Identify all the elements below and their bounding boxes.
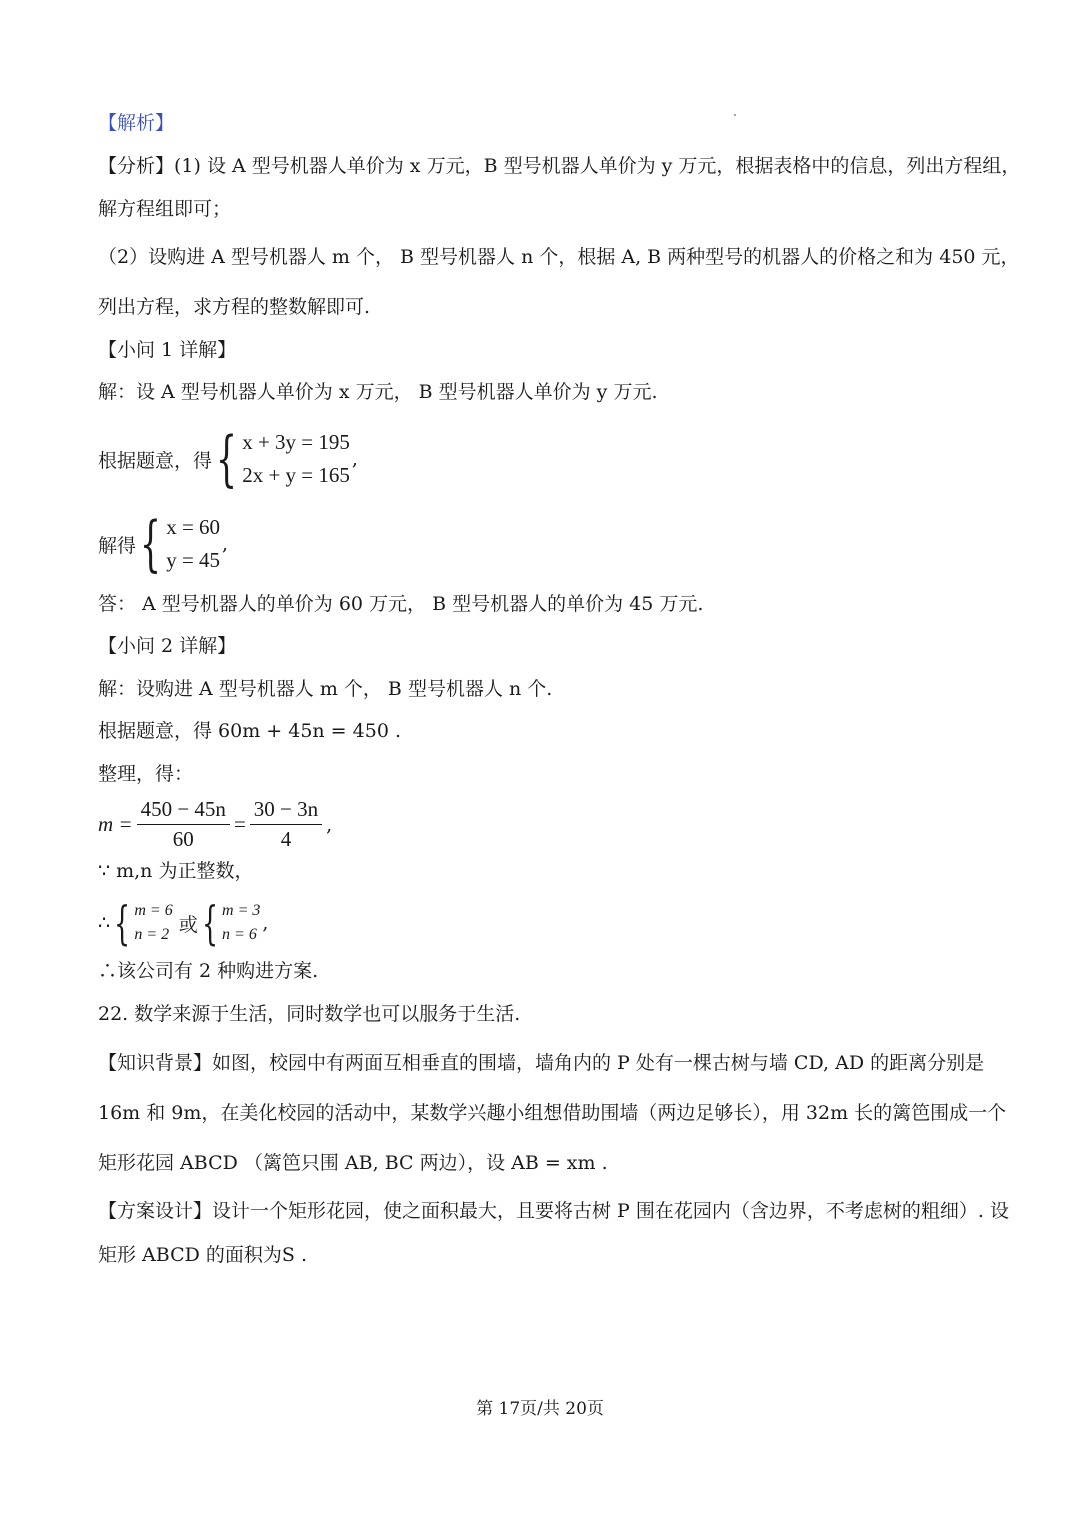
- q2-header: 【小问 2 详解】: [98, 635, 237, 657]
- q1-sol2: y = 45: [166, 548, 221, 572]
- q2-equation: 根据题意，得 60m + 45n = 450 .: [98, 720, 401, 742]
- q1-setup: 解：设 A 型号机器人单价为 x 万元， B 型号机器人单价为 y 万元.: [98, 381, 658, 403]
- fraction-1: [137, 797, 230, 852]
- q1-according: 根据题意，得: [98, 449, 213, 472]
- background-label: 【知识背景】: [98, 1052, 213, 1074]
- analysis-line-2b: 列出方程，求方程的整数解即可.: [98, 296, 371, 318]
- q2-case1-n: n = 2: [134, 926, 170, 943]
- q2-case2-m: m = 3: [222, 902, 261, 919]
- analysis-line-2: （2）设购进 A 型号机器人 m 个， B 型号机器人 n 个，根据 A, B 两种型号的机器人的价格之和为 450 元，: [98, 246, 1020, 268]
- or-word: 或: [178, 913, 198, 936]
- design-label: 【方案设计】: [98, 1200, 213, 1222]
- design-line-1: [98, 1202, 1009, 1221]
- problem-22-title: 22. 数学来源于生活，同时数学也可以服务于生活.: [98, 1003, 521, 1025]
- fraction-1-denominator: 60: [172, 827, 194, 851]
- q2-case1-m: m = 6: [134, 902, 173, 919]
- q1-header: 【小问 1 详解】: [98, 339, 237, 361]
- q2-fraction-expression: m = $\frac{450 - 45n}{60}$ = $\frac{30 - 3n}{4}$ ,: [98, 797, 333, 851]
- analysis-text-1: (1) 设 A 型号机器人单价为 x 万元，B 型号机器人单价为 y 万元，根据表格中的信息，列出方程组，: [174, 155, 1021, 177]
- q2-arrange: 整理，得：: [98, 763, 194, 785]
- brace-icon: {: [114, 896, 131, 950]
- background-text-1: 如图，校园中有两面互相垂直的围墙，墙角内的 P 处有一棵古树与墙 CD, AD 的距离分别是: [212, 1052, 985, 1074]
- page-footer: 第 17页/共 20页: [476, 1399, 604, 1419]
- therefore-symbol: ∴: [98, 912, 111, 934]
- analysis-line-1: [98, 157, 1020, 176]
- fraction-2: [250, 797, 322, 852]
- brace-icon: {: [140, 509, 162, 579]
- q2-conclusion: ∴该公司有 2 种购进方案.: [98, 960, 319, 982]
- background-line-1: [98, 1054, 984, 1073]
- section-header-jiexi: 【解析】: [98, 112, 175, 134]
- background-line-3: 矩形花园 ABCD （篱笆只围 AB, BC 两边），设 AB = xm .: [98, 1152, 608, 1174]
- q1-solution: 解得 { x = 60 y = 45 ,: [98, 509, 229, 579]
- q1-sol1: x = 60: [166, 515, 221, 539]
- analysis-line-1b: 解方程组即可；: [98, 198, 232, 220]
- brace-icon: {: [216, 424, 238, 494]
- speck: [734, 114, 736, 116]
- fraction-2-numerator: 30 − 3n: [250, 797, 322, 825]
- fraction-2-denominator: 4: [280, 827, 292, 851]
- q1-system: 根据题意，得 { x + 3y = 195 2x + y = 165 ,: [98, 424, 358, 494]
- background-line-2: 16m 和 9m，在美化校园的活动中，某数学兴趣小组想借助围墙（两边足够长），用 32m 长的篱笆围成一个: [98, 1102, 1007, 1124]
- design-line-2: 矩形 ABCD 的面积为S .: [98, 1244, 307, 1266]
- q1-answer: 答： A 型号机器人的单价为 60 万元， B 型号机器人的单价为 45 万元.: [98, 593, 704, 615]
- q2-case2-n: n = 6: [222, 926, 257, 943]
- q2-m-equals: m =: [98, 812, 133, 836]
- q2-setup: 解：设购进 A 型号机器人 m 个， B 型号机器人 n 个.: [98, 678, 553, 700]
- q1-eq1: x + 3y = 195: [242, 430, 350, 454]
- q1-solve-label: 解得: [98, 534, 137, 557]
- q2-cases: ∴ { m = 6 n = 2 或 { m = 3 n = 6 ,: [98, 896, 269, 950]
- fraction-1-numerator: 450 − 45n: [137, 797, 230, 825]
- q2-because: ∵ m,n 为正整数，: [98, 860, 254, 882]
- q1-eq2: 2x + y = 165: [242, 463, 350, 487]
- brace-icon: {: [201, 896, 218, 950]
- design-text-1: 设计一个矩形花园，使之面积最大，且要将古树 P 围在花园内（含边界，不考虑树的粗细）. 设: [212, 1200, 1009, 1222]
- analysis-label: 【分析】: [98, 155, 175, 177]
